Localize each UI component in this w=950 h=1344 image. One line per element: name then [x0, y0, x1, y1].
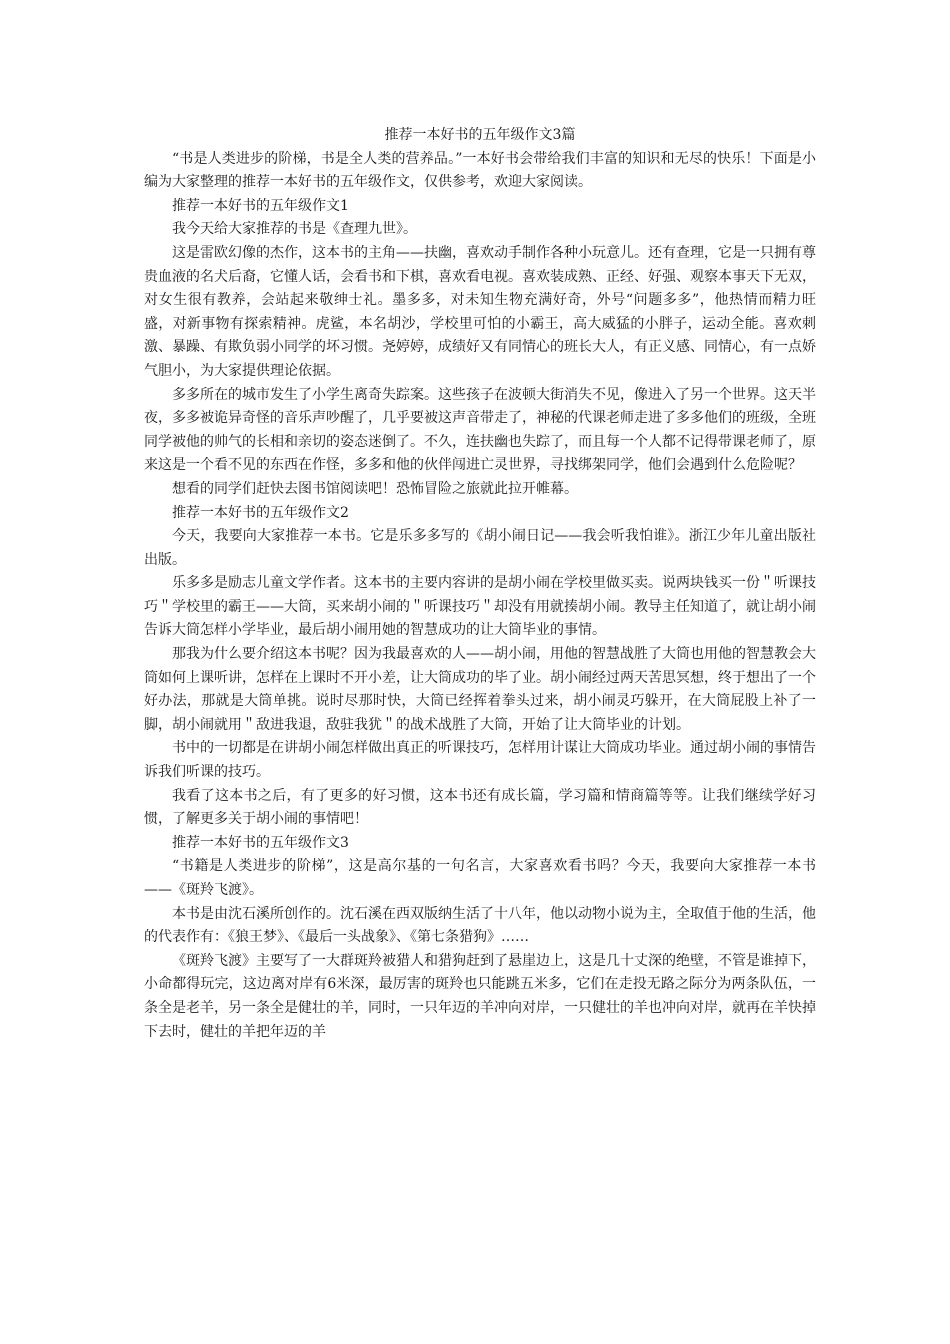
essay-1-paragraph: 我今天给大家推荐的书是《查理九世》。: [172, 221, 417, 238]
essay-1-paragraph: 多多所在的城市发生了小学生离奇失踪案。这些孩子在波顿大街消失不见，像进入了另一个世界。这天半夜，多多被诡异奇怪的音乐声吵醒了，几乎要被这声音带走了，神秘的代课老师走进了多多他们的班级，全班同学被他的帅气的长相和亲切的姿态迷倒了。不久，连扶幽也失踪了，而且每一个人都不记得带课老师了，原来这是一个看不见的东西在作怪，多多和他的伙伴闯进亡灵世界，寻找绑架同学，他们会遇到什么危险呢？: [144, 386, 816, 474]
essay-1-paragraph: 想看的同学们赶快去图书馆阅读吧！恐怖冒险之旅就此拉开帷幕。: [172, 480, 578, 497]
essay-2-paragraph: 书中的一切都是在讲胡小闹怎样做出真正的听课技巧，怎样用计谋让大筒成功毕业。通过胡小闹的事情告诉我们听课的技巧。: [144, 740, 816, 781]
essay-1-heading: 推荐一本好书的五年级作文1: [172, 197, 349, 214]
essay-2-paragraph: 今天，我要向大家推荐一本书。它是乐多多写的《胡小闹日记——我会听我怕谁》。浙江少年儿童出版社出版。: [144, 528, 816, 568]
document-page: [144, 124, 816, 1044]
intro-paragraph: “书是人类进步的阶梯，书是全人类的营养品。”一本好书会带给我们丰富的知识和无尽的快乐！下面是小编为大家整理的推荐一本好书的五年级作文，仅供参考，欢迎大家阅读。: [144, 150, 816, 191]
essay-3-paragraph: “书籍是人类进步的阶梯”，这是高尔基的一句名言，大家喜欢看书吗？今天，我要向大家推荐一本书——《斑羚飞渡》。: [144, 858, 816, 898]
document-title: 推荐一本好书的五年级作文3篇: [384, 127, 576, 143]
essay-3-paragraph: 《斑羚飞渡》主要写了一大群斑羚被猎人和猎狗赶到了悬崖边上，这是几十丈深的绝壁，不管是谁掉下，小命都得玩完，这边离对岸有6米深，最厉害的斑羚也只能跳五米多，它们在走投无路之际分为两条队伍，一条全是老羊，另一条全是健壮的羊，同时，一只年迈的羊冲向对岸，一只健壮的羊也冲向对岸，就再在羊快掉下去时，健壮的羊把年迈的羊: [144, 952, 816, 1040]
essay-2-heading: 推荐一本好书的五年级作文2: [172, 504, 349, 521]
essay-2-paragraph: 那我为什么要介绍这本书呢？因为我最喜欢的人——胡小闹，用他的智慧战胜了大筒也用他的智慧教会大筒如何上课听讲，怎样在上课时不开小差，让大筒成功的毕了业。胡小闹经过两天苦思冥想，终于想出了一个好办法，那就是大筒单挑。说时尽那时快，大筒已经挥着拳头过来，胡小闹灵巧躲开，在大筒屁股上补了一脚，胡小闹就用＂敌进我退，敌驻我犹＂的战术战胜了大筒，开始了让大筒毕业的计划。: [144, 646, 816, 733]
essay-2-paragraph: 乐多多是励志儿童文学作者。这本书的主要内容讲的是胡小闹在学校里做买卖。说两块钱买一份＂听课技巧＂学校里的霸王——大筒，买来胡小闹的＂听课技巧＂却没有用就揍胡小闹。教导主任知道了，就让胡小闹告诉大筒怎样小学毕业，最后胡小闹用她的智慧成功的让大筒毕业的事情。: [144, 575, 816, 639]
essay-2-paragraph: 我看了这本书之后，有了更多的好习惯，这本书还有成长篇，学习篇和情商篇等等。让我们继续学好习惯，了解更多关于胡小闹的事情吧！: [144, 787, 816, 828]
essay-3-paragraph: 本书是由沈石溪所创作的。沈石溪在西双版纳生活了十八年，他以动物小说为主，全取值于他的生活，他的代表作有：《狼王梦》、《最后一头战象》、《第七条猎狗》……: [144, 905, 816, 946]
essay-3-heading: 推荐一本好书的五年级作文3: [172, 834, 349, 851]
essay-1-paragraph: 这是雷欧幻像的杰作，这本书的主角——扶幽，喜欢动手制作各种小玩意儿。还有查理，它是一只拥有尊贵血液的名犬后裔，它懂人话，会看书和下棋，喜欢看电视。喜欢装成熟、正经、好强、观察本事天下无双，对女生很有教养，会站起来敬绅士礼。墨多多，对未知生物充满好奇，外号“问题多多”，他热情而精力旺盛，对新事物有探索精神。虎鲨，本名胡沙，学校里可怕的小霸王，高大威猛的小胖子，运动全能。喜欢刺激、暴躁、有欺负弱小同学的坏习惯。尧婷婷，成绩好又有同情心的班长大人，有正义感、同情心，有一点娇气胆小，为大家提供理论依据。: [144, 244, 816, 379]
